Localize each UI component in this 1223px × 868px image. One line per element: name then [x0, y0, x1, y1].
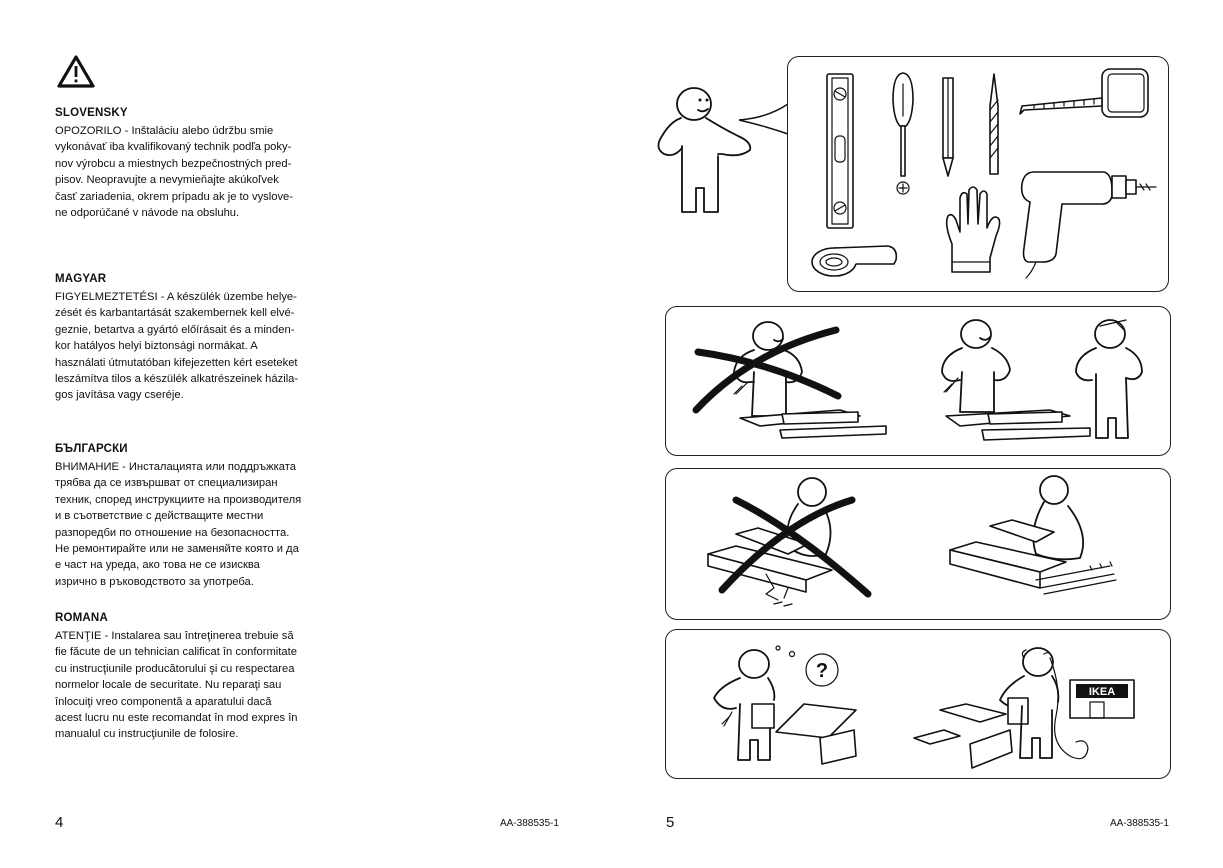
section-romana: [55, 611, 305, 743]
doc-code-right: AA-388535-1: [1110, 818, 1169, 829]
section-title: БЪЛГАРСКИ: [55, 443, 128, 455]
calling-ikea-person: [910, 640, 1162, 770]
single-person-crossed: [690, 312, 900, 452]
ikea-sign: IKEA: [1088, 686, 1116, 698]
section-body: FIGYELMEZTETÉSI - A készülék üzembe helye- zését és karbantartását szakembernek kell elvé- geznie, betartva a gyártó előírásait és a minden- kor hatályos helyi biztonsági normákat. A használati útmutatóban kifejezetten kért eseteket leszámítva tilos a készülék alkatrészeinek házila- gos javítása vagy cseréje.: [55, 291, 299, 402]
page-number-right: 5: [666, 814, 675, 831]
drill-bit-icon: [984, 70, 1004, 176]
tape-measure-icon: [1014, 66, 1154, 122]
section-body: OPOZORILO - Inštaláciu alebo údržbu smie vykonávať iba kvalifikovaný technik podľa poky- nov výrobcu a miestnych bezpečnostných pred- pisov. Neopravujte a nevymieňajte akúkoľvek časť zariadenia, okrem prípadu ak je to vyslove- ne odporúčané v návode na obsluhu.: [55, 125, 294, 220]
tape-roll-icon: [808, 242, 900, 282]
question-mark: ?: [815, 660, 829, 682]
protected-floor-ok: [940, 470, 1160, 616]
section-magyar: [55, 272, 305, 404]
page-number-left: 4: [55, 814, 64, 831]
section-body: ВНИМАНИЕ - Инсталацията или поддръжката трябва да се извършват от специализиран техник, според инструкциите на производителя и в съответствие с действащите местни разпоредби по отношение на безопасността. Не ремонтирайте или не заменяйте която и да е част на уреда, ако това не се изисква изрично в ръководството за употреба.: [55, 461, 302, 588]
drill-icon: [1016, 168, 1164, 280]
section-title: ROMANA: [55, 612, 108, 624]
section-bulgarian: [55, 442, 305, 590]
scratch-floor-crossed: [696, 470, 896, 616]
warning-triangle-icon: [56, 54, 96, 90]
pencil-icon: [938, 76, 958, 180]
speech-bubble-tail: [737, 100, 789, 136]
section-slovensky: [55, 106, 305, 221]
section-title: SLOVENSKY: [55, 107, 128, 119]
section-title: MAGYAR: [55, 273, 107, 285]
two-persons-ok: [920, 312, 1160, 452]
section-body: ATENŢIE - Instalarea sau întreţinerea trebuie să fie făcute de un tehnician calificat în conformitate cu instrucţiunile producătorului şi cu respectarea normelor locale de securitate. Nu reparaţi sau înlocuiţi vreo componentă a aparatului dacă acest lucru nu este recomandat în mod expres în manualul cu instrucţiunile de folosire.: [55, 630, 298, 741]
confused-person: [704, 640, 904, 770]
doc-code-left: AA-388535-1: [500, 818, 559, 829]
spirit-level-icon: [824, 72, 856, 232]
glove-icon: [940, 184, 1006, 278]
screwdriver-icon: [888, 70, 918, 198]
